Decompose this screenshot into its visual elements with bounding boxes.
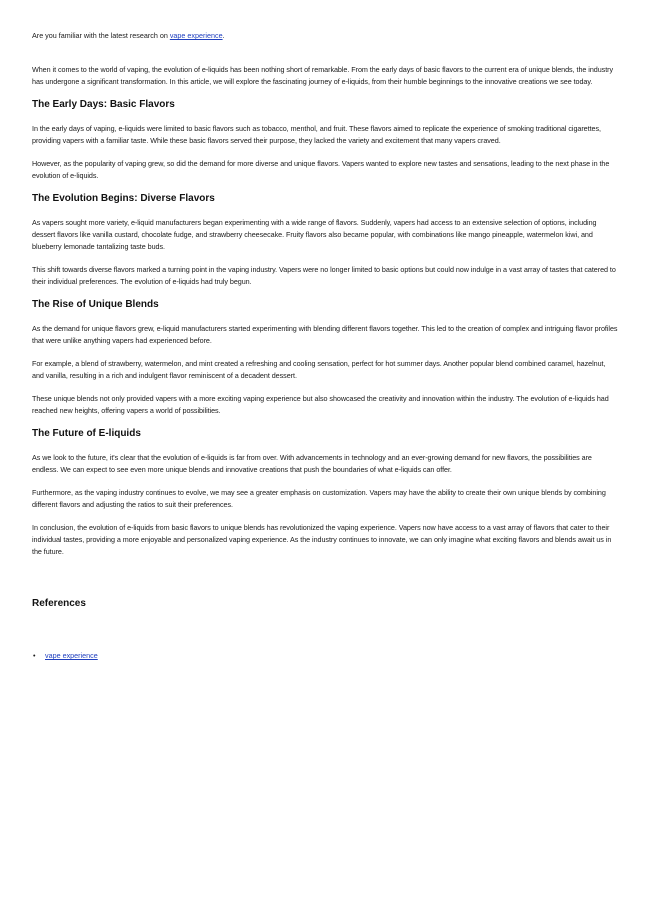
intro-end: . [222,31,225,40]
paragraph: These unique blends not only provided vapers with a more exciting vaping experience but also showcased the creativity and innovation within the industry. The evolution of e-liquids had reached new heights, offering vapers a world of possibilities. [32,394,609,415]
intro-vape-experience-link[interactable]: vape experience [169,31,223,40]
paragraph: This shift towards diverse flavors marked a turning point in the vaping industry. Vapers were no longer limited to basic options but could now indulge in a vast array of tastes that catered to their individual preferences. The evolution of e-liquids had truly begun. [32,265,616,286]
section-unique-blends [32,299,618,417]
references-section [32,598,618,662]
reference-item [32,650,618,662]
paragraph: As we look to the future, it's clear that the evolution of e-liquids is far from over. With advancements in technology and an ever-growing demand for new flavors, the possibilities are endless. We can expect to see even more unique blends and innovative creations that push the boundaries of what e-liquids can offer. [32,453,592,474]
paragraph: When it comes to the world of vaping, the evolution of e-liquids has been nothing short of remarkable. From the early days of basic flavors to the current era of unique blends, the industry has undergone a significant transformation. In this article, we will explore the fascinating journey of e-liquids, from their humble beginnings to the innovative creations we see today. [32,65,614,86]
document-page [32,30,618,662]
paragraph: In the early days of vaping, e-liquids were limited to basic flavors such as tobacco, menthol, and fruit. These flavors aimed to replicate the experience of smoking traditional cigarettes, providing vapers with a familiar taste. While these basic flavors served their purpose, they lacked the variety and excitement that many vapers craved. [32,124,601,145]
section-intro [32,64,618,88]
section-heading: The Evolution Begins: Diverse Flavors [32,193,215,204]
intro-text: Are you familiar with the latest research on [32,31,170,40]
section-heading: The Early Days: Basic Flavors [32,99,175,110]
bullet-icon: • [33,651,36,660]
intro-line [32,30,618,42]
paragraph: As the demand for unique flavors grew, e-liquid manufacturers started experimenting with blending different flavors together. This led to the creation of complex and intriguing flavor profiles that were unlike anything vapers had experienced before. [32,324,618,345]
reference-vape-experience-link[interactable]: vape experience [45,651,98,660]
references-list [32,650,618,662]
paragraph: In conclusion, the evolution of e-liquids from basic flavors to unique blends has revolutionized the vaping experience. Vapers now have access to a vast array of flavors that cater to their individual tastes, providing a more enjoyable and personalized vaping experience. As the industry continues to innovate, we can only imagine what exciting flavors and blends await us in the future. [32,523,612,556]
section-future [32,428,618,558]
paragraph: However, as the popularity of vaping grew, so did the demand for more diverse and unique flavors. Vapers wanted to explore new tastes and sensations, leading to the next phase in the evolution of e-liquids. [32,159,610,180]
paragraph: As vapers sought more variety, e-liquid manufacturers began experimenting with a wide range of flavors. Suddenly, vapers had access to an extensive selection of options, including dessert flavors like vanilla custard, chocolate fudge, and strawberry cheesecake. Fruity flavors also became popular, with combinations like mango pineapple, watermelon kiwi, and blueberry lemonade tantalizing taste buds. [32,218,597,251]
section-early-days [32,99,618,182]
section-heading: The Future of E-liquids [32,428,141,439]
paragraph: Furthermore, as the vaping industry continues to evolve, we may see a greater emphasis on customization. Vapers may have the ability to create their own unique blends by combining different flavors and adjusting the ratios to suit their preferences. [32,488,606,509]
section-evolution-begins [32,193,618,288]
paragraph: For example, a blend of strawberry, watermelon, and mint created a refreshing and cooling sensation, perfect for hot summer days. Another popular blend combined caramel, hazelnut, and vanilla, resulting in a rich and indulgent flavor reminiscent of a decadent dessert. [32,359,606,380]
section-heading: The Rise of Unique Blends [32,299,159,310]
references-heading: References [32,598,86,609]
